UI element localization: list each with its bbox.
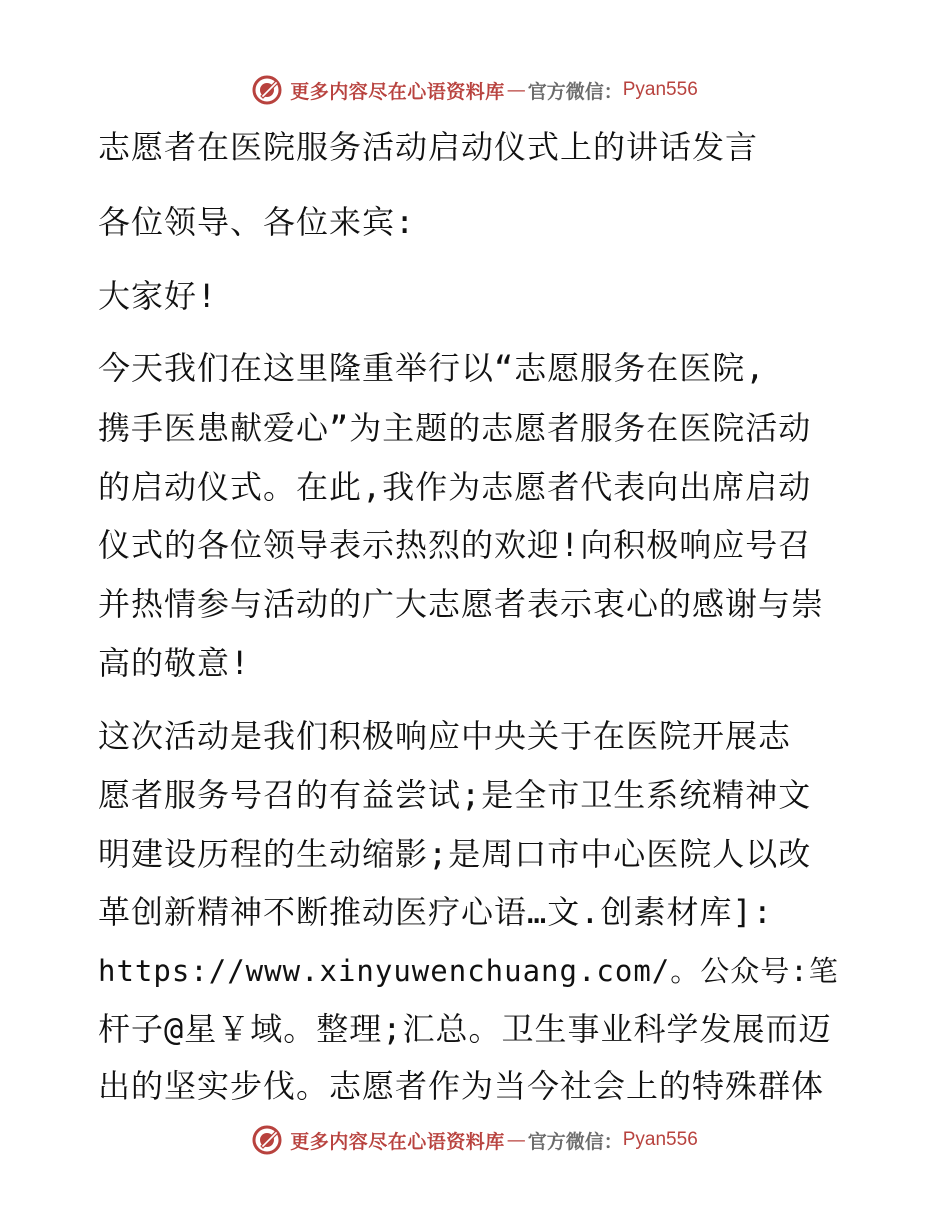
paragraph-line: 今天我们在这里隆重举行以“志愿服务在医院, xyxy=(98,349,766,387)
header-banner xyxy=(0,70,950,110)
paragraph-line: 并热情参与活动的广大志愿者表示衷心的感谢与崇 xyxy=(98,585,825,623)
banner-text: 更多内容尽在心语资料库 xyxy=(290,80,505,103)
document-title: 志愿者在医院服务活动启动仪式上的讲话发言 xyxy=(98,128,759,166)
paragraph-line: 革创新精神不断推动医疗心语…文.创素材库]: xyxy=(98,893,774,931)
banner-text: 更多内容尽在心语资料库 xyxy=(290,1130,505,1153)
banner-wechat-id: Pyan556 xyxy=(622,1129,698,1150)
salutation-line: 各位领导、各位来宾: xyxy=(98,203,416,241)
paragraph-line: 的启动仪式。在此,我作为志愿者代表向出席启动 xyxy=(98,468,812,506)
brand-logo-icon xyxy=(252,1125,282,1155)
paragraph-line: 高的敬意! xyxy=(98,644,251,682)
paragraph-line: 愿者服务号召的有益尝试;是全市卫生系统精神文 xyxy=(98,776,812,814)
banner-wechat-id: Pyan556 xyxy=(622,79,698,100)
banner-dash: — xyxy=(506,1129,526,1151)
banner-dash: — xyxy=(506,79,526,101)
banner-wechat-label: 官方微信： xyxy=(527,1130,623,1153)
paragraph-line: 这次活动是我们积极响应中央关于在医院开展志 xyxy=(98,717,792,755)
banner-wechat-label: 官方微信： xyxy=(527,80,623,103)
brand-logo-icon xyxy=(252,75,282,105)
paragraph-line: 杆子@星￥域。整理;汇总。卫生事业科学发展而迈 xyxy=(98,1010,832,1048)
paragraph-line: 出的坚实步伐。志愿者作为当今社会上的特殊群体 xyxy=(98,1067,825,1105)
paragraph-line: 携手医患献爱心”为主题的志愿者服务在医院活动 xyxy=(98,409,812,447)
paragraph-line: 明建设历程的生动缩影;是周口市中心医院人以改 xyxy=(98,835,812,873)
footer-banner xyxy=(0,1120,950,1160)
paragraph-line: https://www.xinyuwenchuang.com/。公众号:笔 xyxy=(98,954,839,988)
greeting-line: 大家好! xyxy=(98,277,218,315)
paragraph-line: 仪式的各位领导表示热烈的欢迎!向积极响应号召 xyxy=(98,526,812,564)
